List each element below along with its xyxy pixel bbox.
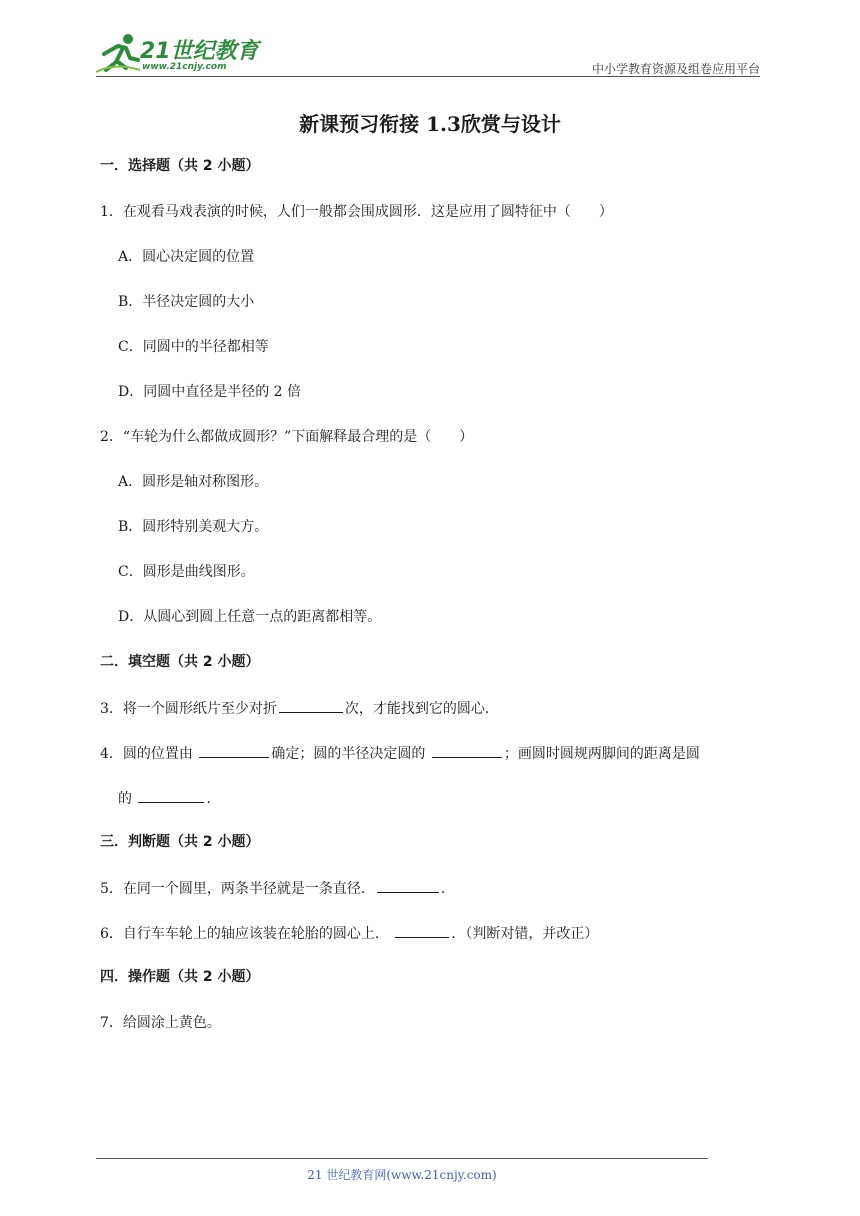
question-2-option-a: A．圆形是轴对称图形。 bbox=[118, 474, 269, 490]
logo bbox=[96, 32, 266, 76]
runner-logo-icon bbox=[96, 32, 142, 76]
footer-text[interactable]: 21 世纪教育网(www.21cnjy.com) bbox=[307, 1168, 497, 1182]
page-header bbox=[96, 30, 760, 80]
question-3 bbox=[100, 698, 499, 718]
question-4-line-2 bbox=[118, 788, 220, 808]
question-4-line-1 bbox=[100, 743, 700, 763]
question-5-text-after: ． bbox=[440, 881, 455, 897]
question-6-text-after: ．（判断对错，并改正） bbox=[451, 926, 599, 942]
section-heading-fill: 二．填空题（共 2 小题） bbox=[100, 654, 260, 670]
section-heading-operation: 四．操作题（共 2 小题） bbox=[100, 969, 260, 985]
question-1-option-c: C．同圆中的半径都相等 bbox=[118, 339, 269, 355]
question-4-part-3: ；画圆时圆规两脚间的距离是圆 bbox=[503, 746, 700, 762]
question-4-part-2: 确定；圆的半径决定圆的 bbox=[271, 746, 426, 762]
question-5-text-before: 5．在同一个圆里，两条半径就是一条直径． bbox=[100, 881, 375, 897]
question-3-text-after: 次，才能找到它的圆心． bbox=[344, 701, 499, 717]
question-5 bbox=[100, 878, 455, 898]
question-2-stem: 2．“车轮为什么都做成圆形？”下面解释最合理的是（ ） bbox=[100, 429, 474, 445]
question-6-text-before: 6．自行车车轮上的轴应该装在轮胎的圆心上． bbox=[100, 926, 389, 942]
question-6 bbox=[100, 923, 598, 943]
logo-url: www.21cnjy.com bbox=[142, 62, 227, 72]
section-heading-judge: 三．判断题（共 2 小题） bbox=[100, 834, 260, 850]
question-2-option-b: B．圆形特别美观大方。 bbox=[118, 519, 269, 535]
question-4-part-5: ． bbox=[206, 791, 221, 807]
question-4-blank-1[interactable] bbox=[199, 743, 269, 758]
question-3-text-before: 3．将一个圆形纸片至少对折 bbox=[100, 701, 277, 717]
logo-text: 21世纪教育 bbox=[140, 39, 259, 64]
section-heading-choice: 一．选择题（共 2 小题） bbox=[100, 158, 260, 174]
question-2-option-c: C．圆形是曲线图形。 bbox=[118, 564, 255, 580]
question-7-stem: 7．给圆涂上黄色。 bbox=[100, 1015, 221, 1031]
question-3-blank[interactable] bbox=[279, 698, 343, 713]
question-1-stem: 1．在观看马戏表演的时候，人们一般都会围成圆形．这是应用了圆特征中（ ） bbox=[100, 204, 613, 220]
question-4-blank-3[interactable] bbox=[138, 788, 204, 803]
question-4-part-1: 4．圆的位置由 bbox=[100, 746, 193, 762]
question-1-option-b: B．半径决定圆的大小 bbox=[118, 294, 255, 310]
page-title: 新课预习衔接 1.3欣赏与设计 bbox=[299, 112, 561, 136]
platform-name: 中小学教育资源及组卷应用平台 bbox=[591, 62, 760, 76]
question-2-option-d: D．从圆心到圆上任意一点的距离都相等。 bbox=[118, 609, 382, 625]
header-divider bbox=[96, 76, 760, 77]
footer-divider bbox=[96, 1158, 708, 1159]
question-6-blank[interactable] bbox=[395, 923, 449, 938]
question-4-blank-2[interactable] bbox=[432, 743, 502, 758]
question-1-option-a: A．圆心决定圆的位置 bbox=[118, 249, 255, 265]
question-4-part-4: 的 bbox=[118, 791, 132, 807]
question-1-option-d: D．同圆中直径是半径的 2 倍 bbox=[118, 384, 302, 400]
question-5-blank[interactable] bbox=[377, 878, 439, 893]
